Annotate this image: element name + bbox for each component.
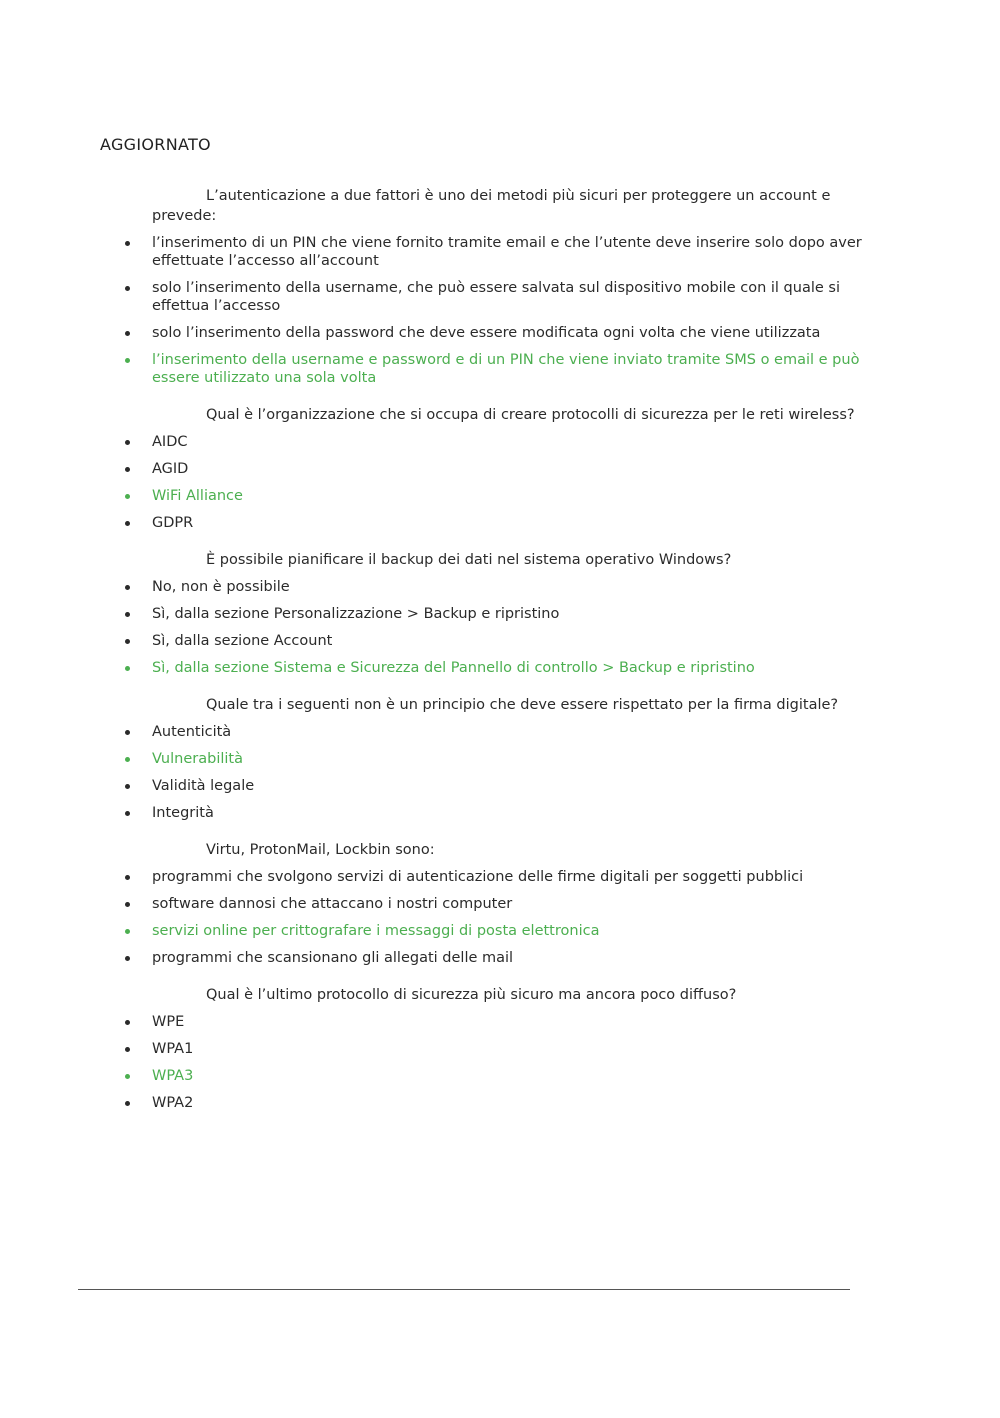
- option-list: [100, 234, 880, 387]
- option-text: Validità legale: [152, 778, 255, 794]
- option-text: software dannosi che attaccano i nostri computer: [152, 896, 513, 912]
- option-list: [100, 868, 880, 967]
- bullet-icon: [125, 811, 130, 816]
- option-text: Sì, dalla sezione Personalizzazione > Backup e ripristino: [152, 606, 560, 622]
- bullet-icon: [125, 286, 130, 291]
- bullet-icon: [125, 612, 130, 617]
- question-block: [100, 840, 880, 967]
- option-text: solo l’inserimento della password che deve essere modificata ogni volta che viene utilizzata: [152, 325, 821, 341]
- bullet-icon: [125, 585, 130, 590]
- option-text: WPA1: [152, 1041, 194, 1057]
- option-item-correct: [100, 659, 880, 677]
- option-text: l’inserimento di un PIN che viene fornito tramite email e che l’utente deve inserire solo dopo aver effettuate l’accesso all’account: [152, 235, 862, 269]
- option-text: AGID: [152, 461, 189, 477]
- option-list: [100, 578, 880, 677]
- option-item: [100, 777, 880, 795]
- option-text: l’inserimento della username e password e di un PIN che viene inviato tramite SMS o email e può essere utilizzato una sola volta: [152, 352, 860, 386]
- option-item-correct: [100, 750, 880, 768]
- option-text: servizi online per crittografare i messaggi di posta elettronica: [152, 923, 600, 939]
- option-text: solo l’inserimento della username, che può essere salvata sul dispositivo mobile con il quale si effettua l’accesso: [152, 280, 840, 314]
- bullet-icon: [125, 784, 130, 789]
- question-block: [100, 405, 880, 532]
- bullet-icon: [125, 730, 130, 735]
- question-block: [100, 695, 880, 822]
- document-heading: AGGIORNATO: [100, 135, 211, 154]
- bullet-icon: [125, 875, 130, 880]
- bullet-icon: [125, 757, 130, 762]
- option-item: [100, 234, 880, 270]
- bullet-icon: [125, 902, 130, 907]
- bullet-icon: [125, 467, 130, 472]
- bullet-icon: [125, 1101, 130, 1106]
- option-list: [100, 433, 880, 532]
- option-item: [100, 605, 880, 623]
- option-text: Sì, dalla sezione Account: [152, 633, 333, 649]
- option-item-correct: [100, 487, 880, 505]
- option-text: WPA2: [152, 1095, 194, 1111]
- quiz-content: [100, 186, 880, 1130]
- footer-rule: [78, 1289, 850, 1290]
- option-item: [100, 723, 880, 741]
- option-item: [100, 632, 880, 650]
- option-item: [100, 279, 880, 315]
- bullet-icon: [125, 1047, 130, 1052]
- question-block: [100, 550, 880, 677]
- option-text: GDPR: [152, 515, 194, 531]
- bullet-icon: [125, 521, 130, 526]
- question-text: L’autenticazione a due fattori è uno dei metodi più sicuri per proteggere un account e prevede:: [152, 188, 831, 224]
- option-text: Integrità: [152, 805, 214, 821]
- option-item: [100, 895, 880, 913]
- question-block: [100, 985, 880, 1112]
- question-block: [100, 186, 880, 387]
- bullet-icon: [125, 241, 130, 246]
- bullet-icon: [125, 929, 130, 934]
- option-item: [100, 324, 880, 342]
- option-text: No, non è possibile: [152, 579, 290, 595]
- bullet-icon: [125, 1020, 130, 1025]
- option-text: WPE: [152, 1014, 185, 1030]
- option-item: [100, 949, 880, 967]
- option-text: Sì, dalla sezione Sistema e Sicurezza del Pannello di controllo > Backup e ripristino: [152, 660, 755, 676]
- option-text: WPA3: [152, 1068, 194, 1084]
- option-item-correct: [100, 1067, 880, 1085]
- option-item: [100, 433, 880, 451]
- option-item: [100, 804, 880, 822]
- option-text: AIDC: [152, 434, 188, 450]
- option-item: [100, 578, 880, 596]
- option-list: [100, 723, 880, 822]
- question-text: Qual è l’ultimo protocollo di sicurezza più sicuro ma ancora poco diffuso?: [206, 987, 737, 1003]
- option-text: Vulnerabilità: [152, 751, 243, 767]
- option-item: [100, 868, 880, 886]
- option-text: programmi che scansionano gli allegati delle mail: [152, 950, 514, 966]
- question-text: È possibile pianificare il backup dei dati nel sistema operativo Windows?: [206, 552, 732, 568]
- option-item: [100, 460, 880, 478]
- bullet-icon: [125, 1074, 130, 1079]
- bullet-icon: [125, 358, 130, 363]
- bullet-icon: [125, 440, 130, 445]
- option-item: [100, 1040, 880, 1058]
- bullet-icon: [125, 494, 130, 499]
- question-text: Qual è l’organizzazione che si occupa di creare protocolli di sicurezza per le reti wireless?: [206, 407, 855, 423]
- question-text: Quale tra i seguenti non è un principio che deve essere rispettato per la firma digitale?: [206, 697, 839, 713]
- option-item: [100, 1094, 880, 1112]
- bullet-icon: [125, 331, 130, 336]
- option-text: WiFi Alliance: [152, 488, 243, 504]
- option-text: programmi che svolgono servizi di autenticazione delle firme digitali per soggetti pubblici: [152, 869, 804, 885]
- bullet-icon: [125, 666, 130, 671]
- bullet-icon: [125, 956, 130, 961]
- option-item-correct: [100, 922, 880, 940]
- option-list: [100, 1013, 880, 1112]
- question-text: Virtu, ProtonMail, Lockbin sono:: [206, 842, 435, 858]
- option-item: [100, 1013, 880, 1031]
- bullet-icon: [125, 639, 130, 644]
- option-text: Autenticità: [152, 724, 232, 740]
- option-item: [100, 514, 880, 532]
- option-item-correct: [100, 351, 880, 387]
